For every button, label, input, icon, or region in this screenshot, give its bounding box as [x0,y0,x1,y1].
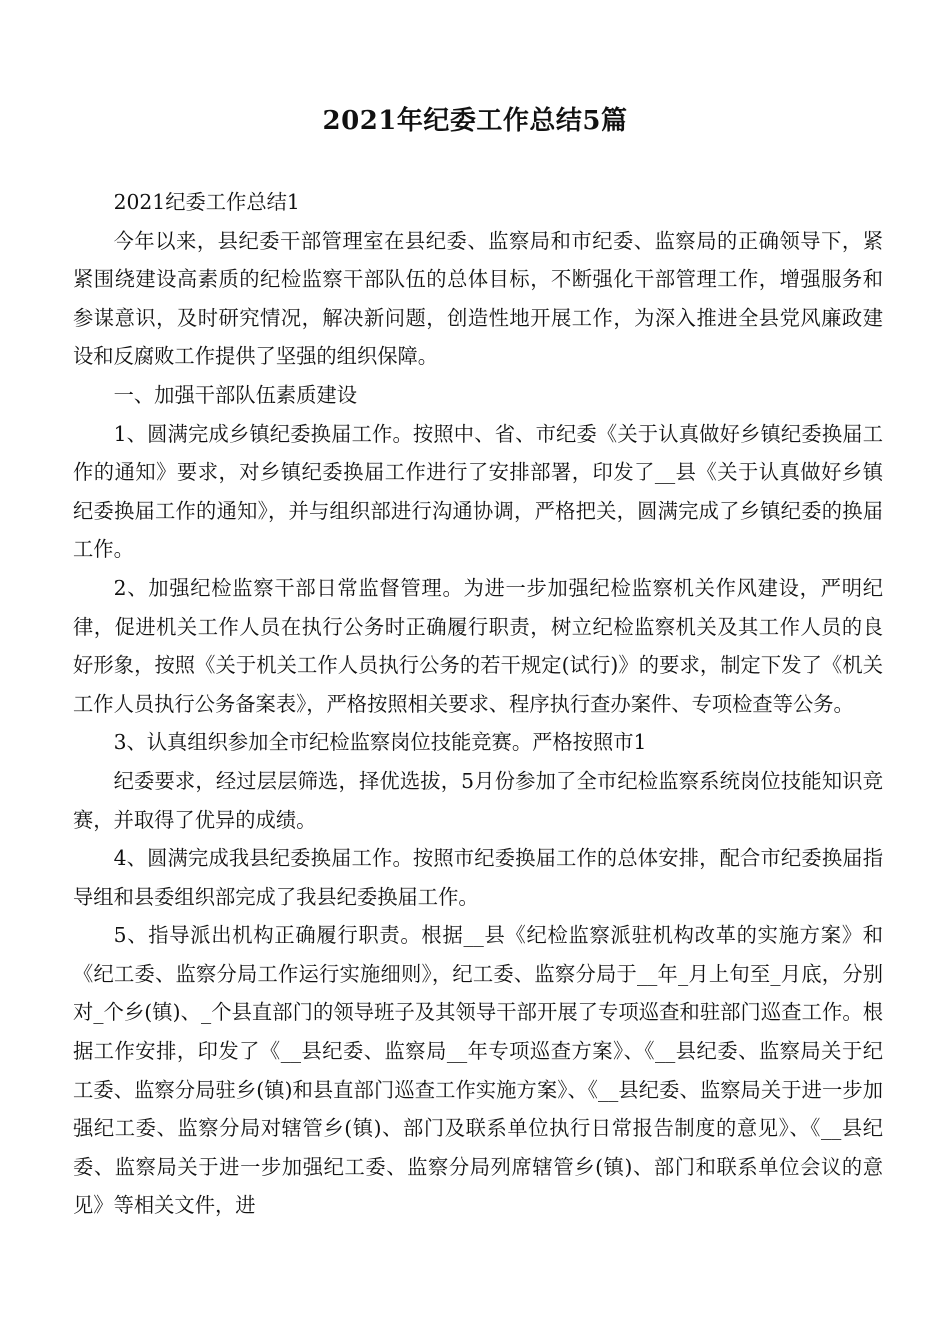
paragraph-intro: 今年以来，县纪委干部管理室在县纪委、监察局和市纪委、监察局的正确领导下，紧紧围绕建设高素质的纪检监察干部队伍的总体目标，不断强化干部管理工作，增强服务和参谋意识，及时研究情况，解决新问题，创造性地开展工作，为深入推进全县党风廉政建设和反腐败工作提供了坚强的组织保障。 [73,228,883,369]
subheading-cadre-quality: 一、加强干部队伍素质建设 [113,382,357,407]
document-title: 2021年纪委工作总结5篇 [322,106,628,136]
section-heading: 2021纪委工作总结1 [113,190,300,214]
document-body [73,183,883,1225]
paragraph-item-3: 3、认真组织参加全市纪检监察岗位技能竞赛。严格按照市1 [113,730,647,755]
paragraph-item-2: 2、加强纪检监察干部日常监督管理。为进一步加强纪检监察机关作风建设，严明纪律，促进机关工作人员在执行公务时正确履行职责，树立纪检监察机关及其工作人员的良好形象，按照《关于机关工作人员执行公务的若干规定(试行)》的要求，制定下发了《机关工作人员执行公务备案表》，严格按照相关要求、程序执行查办案件、专项检查等公务。 [73,575,883,716]
paragraph-item-1: 1、圆满完成乡镇纪委换届工作。按照中、省、市纪委《关于认真做好乡镇纪委换届工作的通知》要求，对乡镇纪委换届工作进行了安排部署，印发了__县《关于认真做好乡镇纪委换届工作的通知》，并与组织部进行沟通协调，严格把关，圆满完成了乡镇纪委的换届工作。 [73,421,883,562]
paragraph-item-4: 4、圆满完成我县纪委换届工作。按照市纪委换届工作的总体安排，配合市纪委换届指导组和县委组织部完成了我县纪委换届工作。 [73,846,883,909]
paragraph-item-5: 5、指导派出机构正确履行职责。根据__县《纪检监察派驻机构改革的实施方案》和《纪工委、监察分局工作运行实施细则》，纪工委、监察分局于__年_月上旬至_月底，分别对_个乡(镇)、_个县直部门的领导班子及其领导干部开展了专项巡查和驻部门巡查工作。根据工作安排，印发了《__县纪委、监察局__年专项巡查方案》、《__县纪委、监察局关于纪工委、监察分局驻乡(镇)和县直部门巡查工作实施方案》、《__县纪委、监察局关于进一步加强纪工委、监察分局对辖管乡(镇)、部门及联系单位执行日常报告制度的意见》、《__县纪委、监察局关于进一步加强纪工委、监察分局列席辖管乡(镇)、部门和联系单位会议的意见》等相关文件，进 [73,923,883,1218]
paragraph-item-3-continued: 纪委要求，经过层层筛选，择优选拔，5月份参加了全市纪检监察系统岗位技能知识竞赛，并取得了优异的成绩。 [73,768,883,832]
